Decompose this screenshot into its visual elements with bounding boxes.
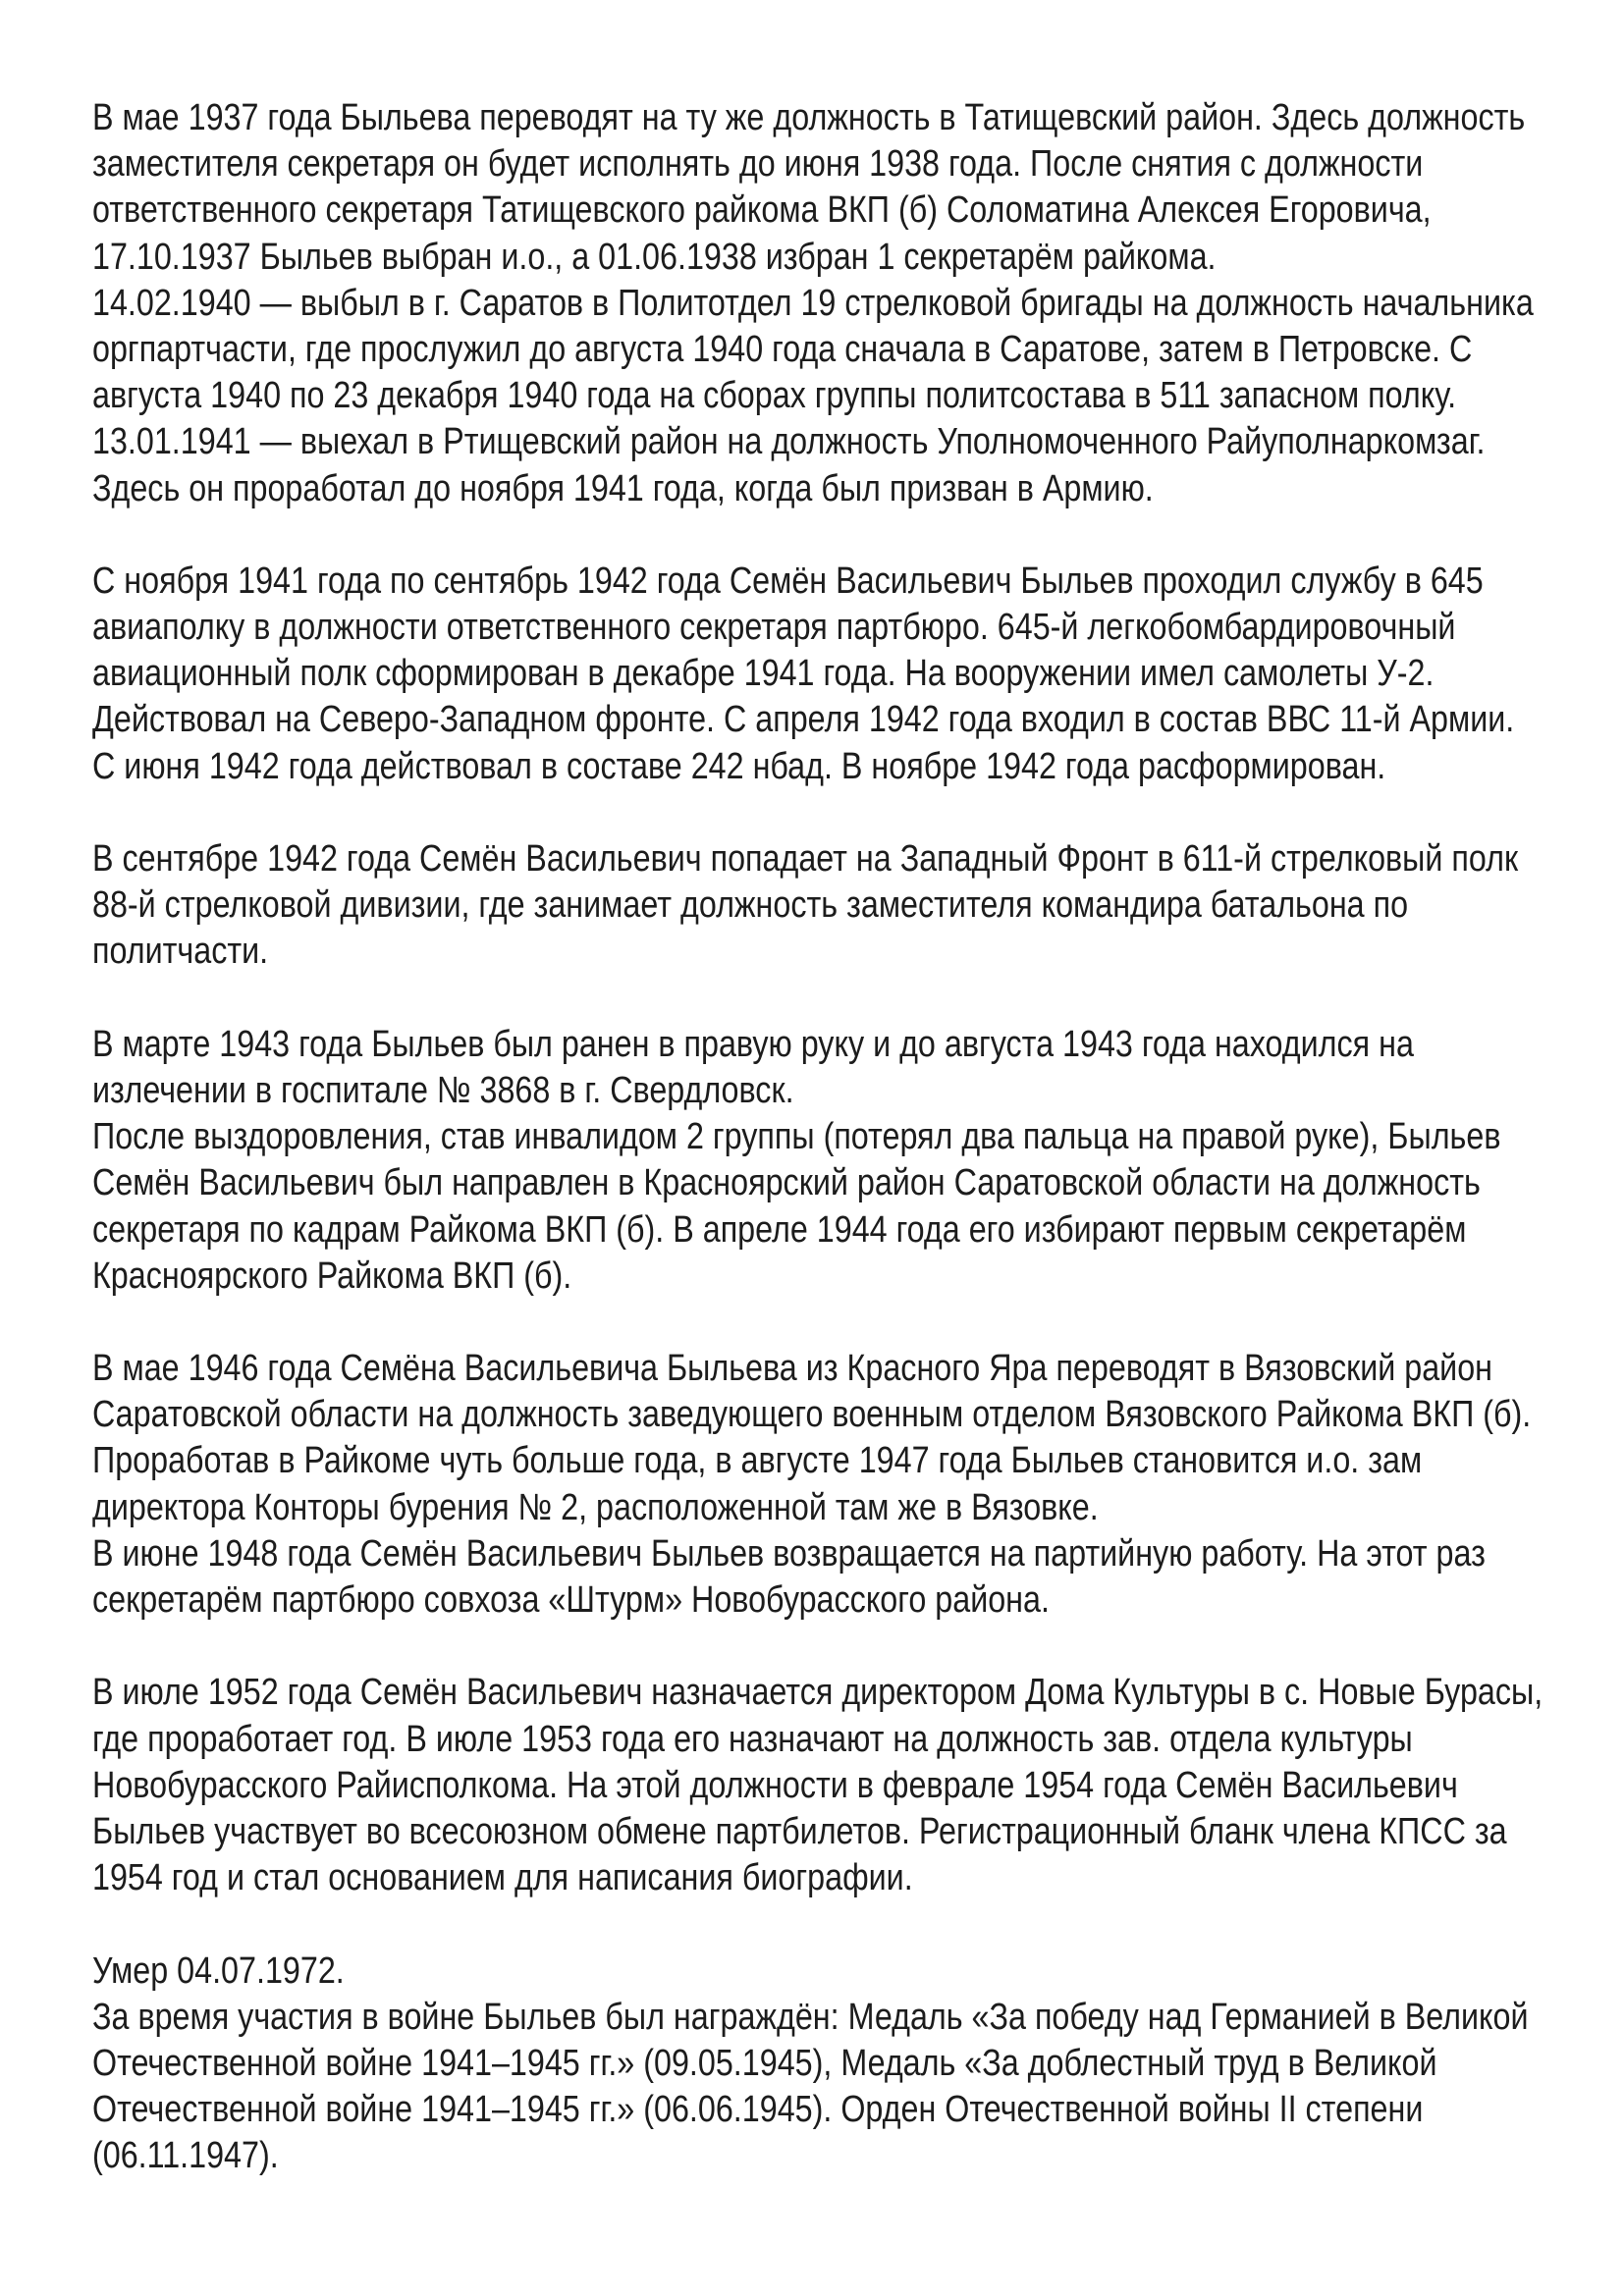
text-line — [92, 1670, 1565, 1716]
text-line — [92, 929, 1565, 975]
text-line — [92, 1809, 1565, 1855]
text-line-content: Отечественной войне 1941–1945 гг.» (09.05.1945), Медаль «За доблестный труд в Великой — [92, 2042, 1437, 2084]
paragraph — [92, 1670, 1565, 1901]
text-line-content: (06.11.1947). — [92, 2135, 279, 2177]
text-line-content: Проработав в Райкоме чуть больше года, в августе 1947 года Быльев становится и.о. зам — [92, 1440, 1423, 1482]
paragraph — [92, 836, 1565, 976]
text-line-content: Семён Васильевич был направлен в Красноярский район Саратовской области на должность — [92, 1162, 1481, 1204]
text-line-content: В июле 1952 года Семён Васильевич назначается директором Дома Культуры в с. Новые Бурасы, — [92, 1672, 1543, 1714]
text-line — [92, 466, 1565, 512]
text-line — [92, 1855, 1565, 1901]
text-line — [92, 95, 1565, 141]
text-line-content: оргпартчасти, где прослужил до августа 1940 года сначала в Саратове, затем в Петровске. С — [92, 328, 1473, 370]
text-line-content: Саратовской области на должность заведующего военным отделом Вязовского Райкома ВКП (б). — [92, 1394, 1532, 1436]
text-line-content: За время участия в войне Быльев был награждён: Медаль «За победу над Германией в Великой — [92, 1996, 1529, 2038]
text-line — [92, 1114, 1565, 1160]
text-line — [92, 1068, 1565, 1114]
text-line-content: 1954 год и стал основанием для написания биографии. — [92, 1857, 913, 1899]
text-line-content: В июне 1948 года Семён Васильевич Быльев возвращается на партийную работу. На этот раз — [92, 1532, 1486, 1575]
text-line-content: секретаря по кадрам Райкома ВКП (б). В апреле 1944 года его избирают первым секретарём — [92, 1208, 1467, 1251]
text-line-content: 13.01.1941 — выехал в Ртищевский район на должность Уполномоченного Райуполнаркомзаг. — [92, 421, 1486, 463]
text-line-content: августа 1940 по 23 декабря 1940 года на сборах группы политсостава в 511 запасном полку. — [92, 375, 1457, 417]
text-line-content: 88-й стрелковой дивизии, где занимает должность заместителя командира батальона по — [92, 884, 1409, 927]
text-line — [92, 2087, 1565, 2133]
text-line — [92, 327, 1565, 373]
text-line-content: Здесь он проработал до ноября 1941 года, когда был призван в Армию. — [92, 467, 1154, 509]
text-line-content: Быльев участвует во всесоюзном обмене партбилетов. Регистрационный бланк члена КПСС за — [92, 1810, 1507, 1852]
text-line — [92, 1160, 1565, 1206]
text-line-content: заместителя секретаря он будет исполнять до июня 1938 года. После снятия с должности — [92, 143, 1424, 186]
text-line — [92, 559, 1565, 605]
text-line — [92, 1577, 1565, 1624]
text-line — [92, 882, 1565, 929]
text-line-content: С июня 1942 года действовал в составе 242 нбад. В ноябре 1942 года расформирован. — [92, 745, 1386, 787]
paragraph — [92, 1346, 1565, 1624]
text-line-content: В мае 1946 года Семёна Васильевича Быльева из Красного Яра переводят в Вязовский район — [92, 1348, 1493, 1390]
text-line — [92, 419, 1565, 465]
document-body — [92, 95, 1565, 2179]
text-line-content: Действовал на Северо-Западном фронте. С апреля 1942 года входил в состав ВВС 11-й Армии. — [92, 699, 1515, 741]
text-line — [92, 1717, 1565, 1763]
text-line — [92, 2133, 1565, 2179]
text-line-content: ответственного секретаря Татищевского райкома ВКП (б) Соломатина Алексея Егоровича, — [92, 189, 1432, 232]
text-line-content: 17.10.1937 Быльев выбран и.о., а 01.06.1938 избран 1 секретарём райкома. — [92, 236, 1217, 278]
text-line — [92, 697, 1565, 743]
text-line-content: где проработает год. В июле 1953 года его назначают на должность зав. отдела культуры — [92, 1718, 1413, 1760]
text-line-content: Красноярского Райкома ВКП (б). — [92, 1255, 572, 1297]
text-line — [92, 1995, 1565, 2041]
text-line — [92, 1022, 1565, 1068]
paragraph — [92, 1949, 1565, 2180]
text-line-content: Новобурасского Райисполкома. На этой должности в феврале 1954 года Семён Васильевич — [92, 1764, 1458, 1806]
text-line — [92, 1949, 1565, 1995]
text-line-content: директора Конторы бурения № 2, расположенной там же в Вязовке. — [92, 1486, 1099, 1528]
text-line-content: излечении в госпитале № 3868 в г. Свердловск. — [92, 1069, 794, 1111]
text-line — [92, 1763, 1565, 1809]
text-line — [92, 373, 1565, 419]
text-line-content: В марте 1943 года Быльев был ранен в правую руку и до августа 1943 года находился на — [92, 1023, 1414, 1065]
text-line — [92, 651, 1565, 697]
text-line — [92, 1485, 1565, 1531]
text-line — [92, 1392, 1565, 1438]
text-line-content: авиаполку в должности ответственного секретаря партбюро. 645-й легкобомбардировочный — [92, 607, 1456, 649]
text-line — [92, 1346, 1565, 1392]
paragraph — [92, 559, 1565, 790]
text-line — [92, 836, 1565, 882]
text-line — [92, 281, 1565, 327]
text-line — [92, 141, 1565, 187]
text-line-content: Умер 04.07.1972. — [92, 1949, 345, 1992]
text-line-content: В мае 1937 года Быльева переводят на ту же должность в Татищевский район. Здесь должность — [92, 97, 1526, 138]
text-line-content: политчасти. — [92, 931, 269, 973]
paragraph — [92, 95, 1565, 512]
text-line-content: секретарём партбюро совхоза «Штурм» Новобурасского района. — [92, 1579, 1050, 1621]
paragraph — [92, 1022, 1565, 1300]
text-line-content: В сентябре 1942 года Семён Васильевич попадает на Западный Фронт в 611-й стрелковый полк — [92, 838, 1519, 880]
text-line — [92, 605, 1565, 651]
text-line — [92, 1254, 1565, 1300]
text-line — [92, 2041, 1565, 2087]
text-line-content: авиационный полк сформирован в декабре 1941 года. На вооружении имел самолеты У-2. — [92, 653, 1435, 695]
text-line — [92, 744, 1565, 790]
text-line-content: После выздоровления, став инвалидом 2 группы (потерял два пальца на правой руке), Быльев — [92, 1116, 1501, 1158]
text-line — [92, 1531, 1565, 1577]
text-line — [92, 1438, 1565, 1484]
text-line — [92, 187, 1565, 234]
text-line — [92, 235, 1565, 281]
text-line-content: Отечественной войне 1941–1945 гг.» (06.06.1945). Орден Отечественной войны II степени — [92, 2089, 1424, 2131]
text-line-content: 14.02.1940 — выбыл в г. Саратов в Политотдел 19 стрелковой бригады на должность начальника — [92, 282, 1534, 324]
text-line — [92, 1207, 1565, 1254]
text-line-content: С ноября 1941 года по сентябрь 1942 года Семён Васильевич Быльев проходил службу в 645 — [92, 560, 1484, 602]
